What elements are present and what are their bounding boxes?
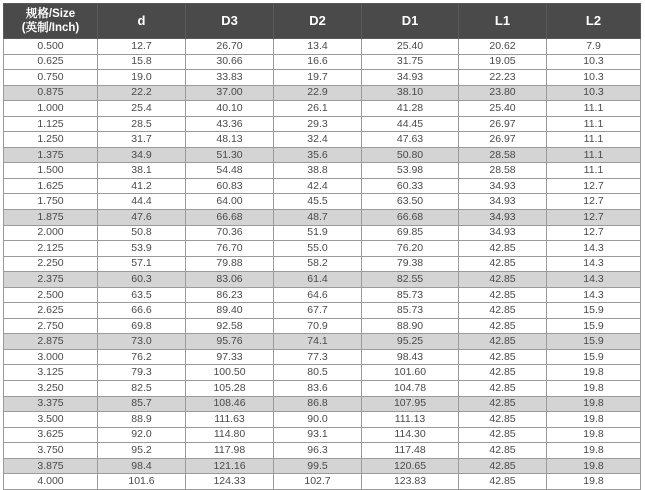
cell-d1: 31.75 xyxy=(362,54,459,70)
cell-d3: 30.66 xyxy=(186,54,274,70)
cell-d2: 67.7 xyxy=(274,303,362,319)
cell-l2: 14.3 xyxy=(547,256,641,272)
cell-d: 15.8 xyxy=(98,54,186,70)
table-row xyxy=(4,116,641,132)
cell-size: 3.375 xyxy=(4,396,98,412)
cell-size: 3.625 xyxy=(4,427,98,443)
header-l1: L1 xyxy=(459,4,547,39)
cell-d1: 50.80 xyxy=(362,147,459,163)
cell-d: 41.2 xyxy=(98,178,186,194)
cell-l1: 42.85 xyxy=(459,396,547,412)
cell-l1: 25.40 xyxy=(459,101,547,117)
cell-d1: 107.95 xyxy=(362,396,459,412)
cell-l2: 15.9 xyxy=(547,349,641,365)
cell-d2: 86.8 xyxy=(274,396,362,412)
cell-d1: 120.65 xyxy=(362,458,459,474)
table-row xyxy=(4,272,641,288)
cell-size: 1.750 xyxy=(4,194,98,210)
cell-d1: 117.48 xyxy=(362,443,459,459)
cell-d1: 76.20 xyxy=(362,241,459,257)
cell-d2: 29.3 xyxy=(274,116,362,132)
header-d: d xyxy=(98,4,186,39)
spec-table-container xyxy=(3,3,640,490)
cell-size: 2.375 xyxy=(4,272,98,288)
cell-size: 0.750 xyxy=(4,70,98,86)
header-size-label: 规格/Size xyxy=(25,8,76,20)
cell-d3: 37.00 xyxy=(186,85,274,101)
cell-d2: 64.6 xyxy=(274,287,362,303)
table-row xyxy=(4,349,641,365)
cell-d3: 86.23 xyxy=(186,287,274,303)
cell-l2: 19.8 xyxy=(547,412,641,428)
cell-d2: 51.9 xyxy=(274,225,362,241)
table-header xyxy=(4,4,641,39)
header-size xyxy=(4,4,98,39)
cell-d2: 74.1 xyxy=(274,334,362,350)
cell-l1: 34.93 xyxy=(459,225,547,241)
cell-d2: 93.1 xyxy=(274,427,362,443)
cell-size: 1.625 xyxy=(4,178,98,194)
cell-l1: 42.85 xyxy=(459,256,547,272)
table-row xyxy=(4,443,641,459)
cell-l1: 23.80 xyxy=(459,85,547,101)
cell-d1: 85.73 xyxy=(362,287,459,303)
cell-l1: 28.58 xyxy=(459,147,547,163)
cell-l2: 10.3 xyxy=(547,54,641,70)
cell-d2: 80.5 xyxy=(274,365,362,381)
cell-d1: 25.40 xyxy=(362,39,459,55)
cell-d3: 83.06 xyxy=(186,272,274,288)
cell-size: 2.000 xyxy=(4,225,98,241)
cell-size: 4.000 xyxy=(4,474,98,490)
cell-l1: 34.93 xyxy=(459,194,547,210)
cell-d3: 105.28 xyxy=(186,381,274,397)
cell-size: 1.375 xyxy=(4,147,98,163)
cell-d1: 98.43 xyxy=(362,349,459,365)
cell-d1: 111.13 xyxy=(362,412,459,428)
table-row xyxy=(4,318,641,334)
cell-d1: 63.50 xyxy=(362,194,459,210)
cell-d: 63.5 xyxy=(98,287,186,303)
cell-d1: 38.10 xyxy=(362,85,459,101)
cell-d3: 54.48 xyxy=(186,163,274,179)
table-row xyxy=(4,412,641,428)
cell-d3: 108.46 xyxy=(186,396,274,412)
cell-d2: 45.5 xyxy=(274,194,362,210)
cell-l1: 42.85 xyxy=(459,412,547,428)
cell-d3: 79.88 xyxy=(186,256,274,272)
cell-d: 73.0 xyxy=(98,334,186,350)
cell-size: 2.500 xyxy=(4,287,98,303)
cell-size: 3.125 xyxy=(4,365,98,381)
cell-d3: 51.30 xyxy=(186,147,274,163)
cell-d1: 88.90 xyxy=(362,318,459,334)
cell-d3: 40.10 xyxy=(186,101,274,117)
cell-size: 1.000 xyxy=(4,101,98,117)
cell-d: 47.6 xyxy=(98,210,186,226)
cell-size: 2.625 xyxy=(4,303,98,319)
cell-l1: 42.85 xyxy=(459,349,547,365)
cell-d2: 77.3 xyxy=(274,349,362,365)
cell-size: 2.125 xyxy=(4,241,98,257)
cell-d2: 19.7 xyxy=(274,70,362,86)
cell-l1: 42.85 xyxy=(459,318,547,334)
cell-d1: 85.73 xyxy=(362,303,459,319)
cell-d: 34.9 xyxy=(98,147,186,163)
cell-d: 25.4 xyxy=(98,101,186,117)
header-d1: D1 xyxy=(362,4,459,39)
cell-size: 3.000 xyxy=(4,349,98,365)
cell-l2: 14.3 xyxy=(547,287,641,303)
cell-d: 69.8 xyxy=(98,318,186,334)
cell-l2: 19.8 xyxy=(547,474,641,490)
table-row xyxy=(4,427,641,443)
table-row xyxy=(4,70,641,86)
cell-d: 98.4 xyxy=(98,458,186,474)
table-body xyxy=(4,39,641,490)
cell-d: 79.3 xyxy=(98,365,186,381)
cell-l1: 42.85 xyxy=(459,334,547,350)
cell-size: 1.500 xyxy=(4,163,98,179)
cell-d1: 34.93 xyxy=(362,70,459,86)
cell-d2: 13.4 xyxy=(274,39,362,55)
cell-l2: 15.9 xyxy=(547,303,641,319)
table-row xyxy=(4,287,641,303)
cell-l1: 19.05 xyxy=(459,54,547,70)
cell-d1: 69.85 xyxy=(362,225,459,241)
table-row xyxy=(4,132,641,148)
table-row xyxy=(4,54,641,70)
cell-l2: 19.8 xyxy=(547,443,641,459)
cell-d1: 123.83 xyxy=(362,474,459,490)
cell-d3: 70.36 xyxy=(186,225,274,241)
cell-d2: 26.1 xyxy=(274,101,362,117)
cell-d2: 38.8 xyxy=(274,163,362,179)
cell-l1: 26.97 xyxy=(459,116,547,132)
table-row xyxy=(4,225,641,241)
cell-size: 0.875 xyxy=(4,85,98,101)
cell-l2: 7.9 xyxy=(547,39,641,55)
cell-l1: 34.93 xyxy=(459,210,547,226)
cell-d: 60.3 xyxy=(98,272,186,288)
cell-d3: 43.36 xyxy=(186,116,274,132)
cell-l2: 11.1 xyxy=(547,116,641,132)
cell-d1: 44.45 xyxy=(362,116,459,132)
cell-l2: 11.1 xyxy=(547,132,641,148)
cell-l1: 22.23 xyxy=(459,70,547,86)
cell-l2: 11.1 xyxy=(547,147,641,163)
cell-d: 57.1 xyxy=(98,256,186,272)
cell-size: 1.875 xyxy=(4,210,98,226)
cell-l2: 19.8 xyxy=(547,458,641,474)
cell-d: 53.9 xyxy=(98,241,186,257)
cell-l2: 14.3 xyxy=(547,241,641,257)
cell-d: 101.6 xyxy=(98,474,186,490)
table-row xyxy=(4,381,641,397)
cell-d: 12.7 xyxy=(98,39,186,55)
cell-d2: 83.6 xyxy=(274,381,362,397)
table-row xyxy=(4,241,641,257)
cell-size: 3.750 xyxy=(4,443,98,459)
cell-size: 2.250 xyxy=(4,256,98,272)
cell-l2: 12.7 xyxy=(547,225,641,241)
cell-d3: 117.98 xyxy=(186,443,274,459)
cell-d2: 96.3 xyxy=(274,443,362,459)
cell-l2: 15.9 xyxy=(547,318,641,334)
cell-l1: 20.62 xyxy=(459,39,547,55)
cell-d: 76.2 xyxy=(98,349,186,365)
cell-d: 92.0 xyxy=(98,427,186,443)
table-row xyxy=(4,256,641,272)
cell-size: 2.875 xyxy=(4,334,98,350)
cell-l1: 26.97 xyxy=(459,132,547,148)
cell-d2: 90.0 xyxy=(274,412,362,428)
table-row xyxy=(4,210,641,226)
cell-d2: 32.4 xyxy=(274,132,362,148)
cell-size: 2.750 xyxy=(4,318,98,334)
table-row xyxy=(4,194,641,210)
cell-d2: 61.4 xyxy=(274,272,362,288)
table-row xyxy=(4,474,641,490)
cell-l1: 42.85 xyxy=(459,443,547,459)
cell-l2: 12.7 xyxy=(547,194,641,210)
cell-d3: 100.50 xyxy=(186,365,274,381)
cell-d1: 82.55 xyxy=(362,272,459,288)
cell-size: 3.500 xyxy=(4,412,98,428)
cell-l2: 12.7 xyxy=(547,210,641,226)
cell-d2: 22.9 xyxy=(274,85,362,101)
header-l2: L2 xyxy=(547,4,641,39)
table-row xyxy=(4,39,641,55)
cell-d: 22.2 xyxy=(98,85,186,101)
cell-l1: 34.93 xyxy=(459,178,547,194)
cell-d: 88.9 xyxy=(98,412,186,428)
cell-l1: 42.85 xyxy=(459,272,547,288)
cell-d: 31.7 xyxy=(98,132,186,148)
cell-d: 82.5 xyxy=(98,381,186,397)
table-row xyxy=(4,458,641,474)
table-row xyxy=(4,396,641,412)
cell-l1: 28.58 xyxy=(459,163,547,179)
header-size-unit: (英制/Inch) xyxy=(21,22,80,34)
cell-l1: 42.85 xyxy=(459,381,547,397)
table-row xyxy=(4,163,641,179)
cell-l2: 10.3 xyxy=(547,70,641,86)
cell-d: 44.4 xyxy=(98,194,186,210)
cell-d1: 79.38 xyxy=(362,256,459,272)
table-row xyxy=(4,334,641,350)
header-d3: D3 xyxy=(186,4,274,39)
cell-size: 1.250 xyxy=(4,132,98,148)
cell-l2: 11.1 xyxy=(547,163,641,179)
cell-d3: 97.33 xyxy=(186,349,274,365)
cell-size: 3.250 xyxy=(4,381,98,397)
cell-d1: 60.33 xyxy=(362,178,459,194)
cell-d: 85.7 xyxy=(98,396,186,412)
cell-d2: 35.6 xyxy=(274,147,362,163)
cell-l1: 42.85 xyxy=(459,458,547,474)
cell-d2: 58.2 xyxy=(274,256,362,272)
cell-d: 38.1 xyxy=(98,163,186,179)
cell-d: 19.0 xyxy=(98,70,186,86)
cell-size: 1.125 xyxy=(4,116,98,132)
cell-d3: 95.76 xyxy=(186,334,274,350)
cell-l2: 12.7 xyxy=(547,178,641,194)
cell-d2: 55.0 xyxy=(274,241,362,257)
cell-l2: 19.8 xyxy=(547,365,641,381)
cell-l1: 42.85 xyxy=(459,241,547,257)
cell-l2: 19.8 xyxy=(547,396,641,412)
header-row xyxy=(4,4,641,39)
cell-d1: 47.63 xyxy=(362,132,459,148)
cell-d: 50.8 xyxy=(98,225,186,241)
cell-l2: 11.1 xyxy=(547,101,641,117)
cell-d2: 42.4 xyxy=(274,178,362,194)
cell-d3: 33.83 xyxy=(186,70,274,86)
cell-d3: 124.33 xyxy=(186,474,274,490)
cell-d3: 92.58 xyxy=(186,318,274,334)
cell-d1: 66.68 xyxy=(362,210,459,226)
cell-d3: 76.70 xyxy=(186,241,274,257)
cell-d2: 99.5 xyxy=(274,458,362,474)
cell-l1: 42.85 xyxy=(459,365,547,381)
cell-d3: 111.63 xyxy=(186,412,274,428)
table-row xyxy=(4,178,641,194)
cell-d1: 104.78 xyxy=(362,381,459,397)
table-row xyxy=(4,365,641,381)
cell-size: 3.875 xyxy=(4,458,98,474)
cell-l2: 19.8 xyxy=(547,381,641,397)
cell-d3: 66.68 xyxy=(186,210,274,226)
cell-l2: 19.8 xyxy=(547,427,641,443)
cell-d3: 64.00 xyxy=(186,194,274,210)
cell-d2: 48.7 xyxy=(274,210,362,226)
cell-d3: 26.70 xyxy=(186,39,274,55)
cell-l1: 42.85 xyxy=(459,287,547,303)
cell-d2: 102.7 xyxy=(274,474,362,490)
cell-d1: 41.28 xyxy=(362,101,459,117)
cell-size: 0.500 xyxy=(4,39,98,55)
cell-l2: 15.9 xyxy=(547,334,641,350)
cell-d1: 101.60 xyxy=(362,365,459,381)
table-row xyxy=(4,101,641,117)
cell-d1: 95.25 xyxy=(362,334,459,350)
cell-d: 28.5 xyxy=(98,116,186,132)
header-d2: D2 xyxy=(274,4,362,39)
cell-size: 0.625 xyxy=(4,54,98,70)
size-spec-table xyxy=(3,3,641,490)
cell-d1: 53.98 xyxy=(362,163,459,179)
cell-l1: 42.85 xyxy=(459,474,547,490)
cell-d3: 89.40 xyxy=(186,303,274,319)
table-row xyxy=(4,147,641,163)
cell-d1: 114.30 xyxy=(362,427,459,443)
cell-d2: 16.6 xyxy=(274,54,362,70)
table-row xyxy=(4,303,641,319)
cell-d: 66.6 xyxy=(98,303,186,319)
cell-l1: 42.85 xyxy=(459,427,547,443)
cell-l2: 10.3 xyxy=(547,85,641,101)
cell-d2: 70.9 xyxy=(274,318,362,334)
table-row xyxy=(4,85,641,101)
cell-d3: 48.13 xyxy=(186,132,274,148)
cell-d: 95.2 xyxy=(98,443,186,459)
cell-d3: 60.83 xyxy=(186,178,274,194)
cell-d3: 121.16 xyxy=(186,458,274,474)
cell-l2: 14.3 xyxy=(547,272,641,288)
cell-l1: 42.85 xyxy=(459,303,547,319)
cell-d3: 114.80 xyxy=(186,427,274,443)
